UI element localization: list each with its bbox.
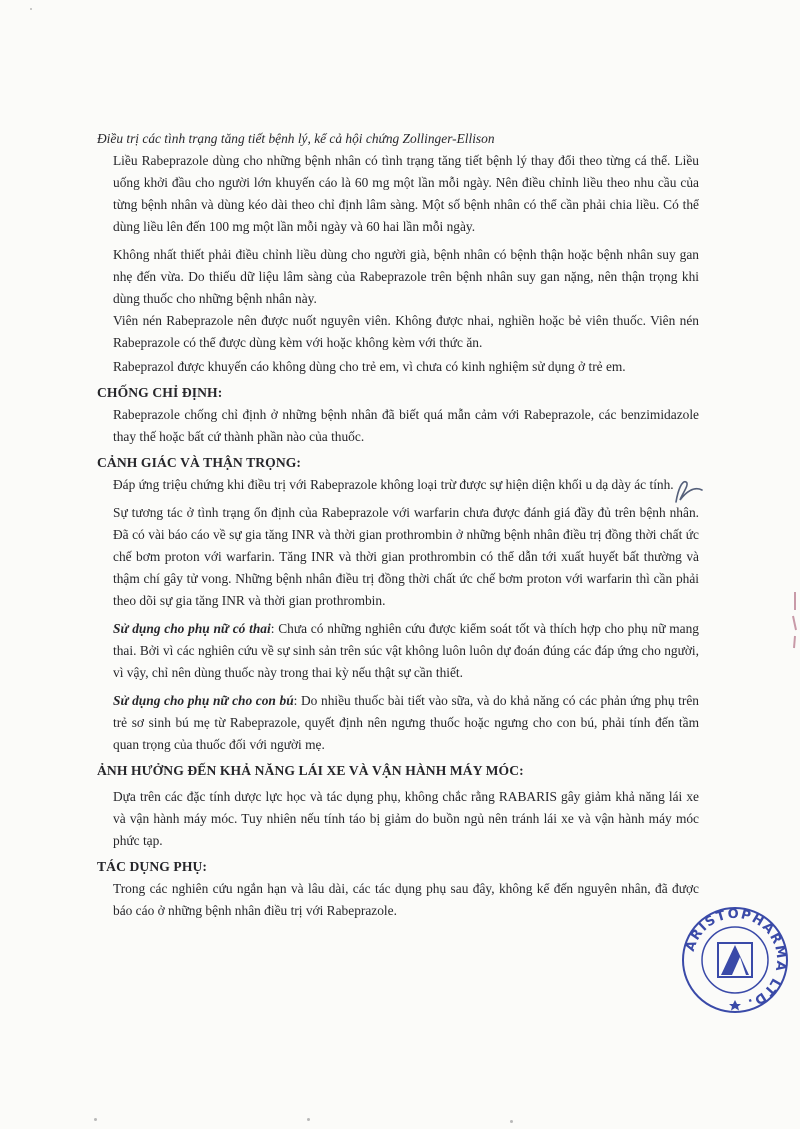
- paragraph-dosage-hypersecretory: Liều Rabeprazole dùng cho những bệnh nhân có tình trạng tăng tiết bệnh lý thay đổi theo từng cá thể. Liều uống khởi đầu cho người lớn khuyến cáo là 60 mg một lần mỗi ngày. Nên điều chỉnh liều theo nhu cầu của từng bệnh nhân và dùng kéo dài theo chỉ định lâm sàng. Một số bệnh nhân có thể cần phải chia liều. Có thể dùng liều lên đến 100 mg một lần mỗi ngày và 60 hai lần mỗi ngày.: [113, 153, 699, 234]
- signature-mark: [668, 472, 708, 512]
- company-seal: [680, 905, 790, 1015]
- paragraph-lactation: [97, 690, 699, 756]
- label-lactation: Sử dụng cho phụ nữ cho con bú: [113, 693, 294, 708]
- heading-driving: ẢNH HƯỞNG ĐẾN KHẢ NĂNG LÁI XE VÀ VẬN HÀNH MÁY MÓC:: [97, 763, 524, 778]
- paper-speck: [30, 8, 32, 10]
- edge-mark: [790, 590, 798, 650]
- paragraph-symptom-response: Đáp ứng triệu chứng khi điều trị với Rabeprazole không loại trừ được sự hiện diện khối u dạ dày ác tính.: [113, 477, 674, 492]
- section-title-zollinger: Điều trị các tình trạng tăng tiết bệnh lý, kể cả hội chứng Zollinger-Ellison: [97, 131, 495, 146]
- seal-text: ARISTOPHARMA LTD.: [682, 906, 789, 1012]
- paragraph-children: Rabeprazol được khuyến cáo không dùng cho trẻ em, vì chưa có kinh nghiệm sử dụng ở trẻ em.: [113, 359, 626, 374]
- document-body: [97, 128, 699, 922]
- heading-contraindications: CHỐNG CHỈ ĐỊNH:: [97, 385, 223, 400]
- paragraph-tablet-swallow: Viên nén Rabeprazole nên được nuốt nguyên viên. Không được nhai, nghiền hoặc bẻ viên thuốc. Viên nén Rabeprazole có thể được dùng kèm với hoặc không kèm với thức ăn.: [113, 313, 699, 350]
- heading-side-effects: TÁC DỤNG PHỤ:: [97, 859, 208, 874]
- heading-warnings: CẢNH GIÁC VÀ THẬN TRỌNG:: [97, 455, 302, 470]
- paragraph-warfarin: Sự tương tác ở tình trạng ổn định của Rabeprazole với warfarin chưa được đánh giá đầy đủ trên bệnh nhân. Đã có vài báo cáo về sự gia tăng INR và thời gian prothrombin ở những bệnh nhân điều trị đồng thời chất ức chế bơm proton với warfarin. Tăng INR và thời gian prothrombin có thể dẫn tới xuất huyết bất thường và thậm chí gây tử vong. Những bệnh nhân điều trị đồng thời chất ức chế bơm proton với warfarin thì cần phải theo dõi sự gia tăng INR và thời gian prothrombin.: [113, 505, 699, 608]
- paragraph-driving: Dựa trên các đặc tính dược lực học và tác dụng phụ, không chắc rằng RABARIS gây giảm khả năng lái xe và vận hành máy móc. Tuy nhiên nếu tính táo bị giảm do buồn ngủ nên tránh lái xe và vận hành máy móc phức tạp.: [113, 789, 699, 848]
- paragraph-side-effects: Trong các nghiên cứu ngắn hạn và lâu dài, các tác dụng phụ sau đây, không kể đến nguyên nhân, đã được báo cáo ở những bệnh nhân điều trị với Rabeprazole.: [113, 881, 699, 918]
- paper-speck: [94, 1118, 97, 1121]
- text-pregnancy: : Chưa có những nghiên cứu được kiểm soát tốt và thích hợp cho phụ nữ mang thai. Bởi vì các nghiên cứu về sự sinh sản trên súc vật không luôn luôn dự đoán đúng các đáp ứng cho người, vì vậy, chỉ nên dùng thuốc này trong thai kỳ nếu thật sự cần thiết.: [113, 621, 699, 680]
- paragraph-contraindications: Rabeprazole chống chỉ định ở những bệnh nhân đã biết quá mẫn cảm với Rabeprazole, các benzimidazole thay thế hoặc bất cứ thành phần nào của thuốc.: [113, 407, 699, 444]
- text-lactation: : Do nhiều thuốc bài tiết vào sữa, và do khả năng có các phản ứng phụ trên trẻ sơ sinh bú mẹ từ Rabeprazole, quyết định nên ngưng thuốc hoặc ngưng cho con bú, phải tính đến tầm quan trọng của thuốc đối với người mẹ.: [113, 693, 700, 752]
- paragraph-dose-adjustment: Không nhất thiết phải điều chỉnh liều dùng cho người già, bệnh nhân có bệnh thận hoặc bệnh nhân suy gan nhẹ đến vừa. Do thiếu dữ liệu lâm sàng của Rabeprazole trên bệnh nhân suy gan nặng, nên thận trọng khi dùng thuốc cho những bệnh nhân này.: [113, 247, 699, 306]
- paper-speck: [510, 1120, 513, 1123]
- paragraph-pregnancy: [97, 618, 699, 684]
- paper-speck: [307, 1118, 310, 1121]
- label-pregnancy: Sử dụng cho phụ nữ có thai: [113, 621, 271, 636]
